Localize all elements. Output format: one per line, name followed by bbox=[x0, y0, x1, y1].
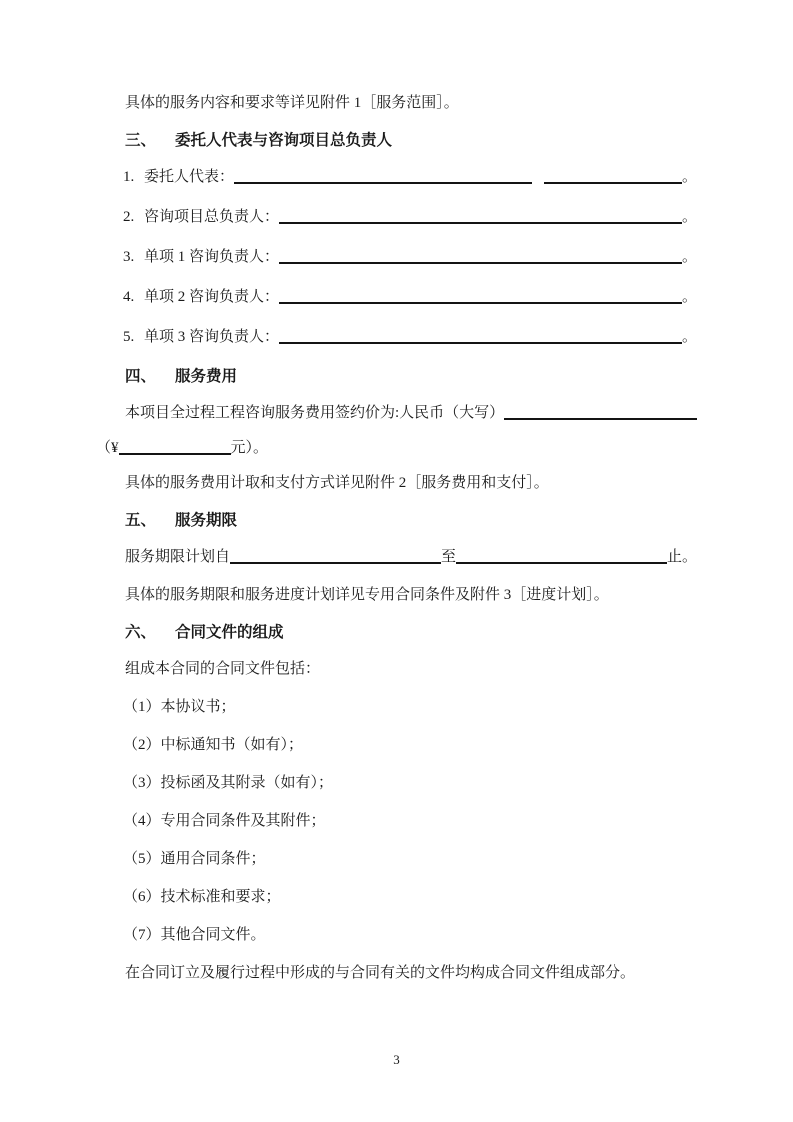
paragraph-fee-payment-ref: 具体的服务费用计取和支付方式详见附件 2［服务费用和支付］。 bbox=[125, 475, 549, 491]
item-label: 单项 2 咨询负责人： bbox=[144, 289, 280, 305]
list-item-sub1-consultant bbox=[96, 247, 697, 267]
contract-file-item-2: （2）中标通知书（如有）； bbox=[123, 737, 304, 753]
item-number: 2. bbox=[123, 209, 135, 225]
blank-field-sub3-consultant[interactable] bbox=[279, 342, 682, 344]
contract-file-item-1: （1）本协议书； bbox=[123, 699, 236, 715]
blank-field-client-representative-name[interactable] bbox=[234, 182, 532, 184]
item-period: 。 bbox=[681, 329, 697, 345]
price-figures-close: 元）。 bbox=[230, 440, 269, 456]
item-number: 5. bbox=[123, 329, 135, 345]
section-title: 服务费用 bbox=[175, 368, 238, 385]
item-period: 。 bbox=[681, 289, 697, 305]
blank-field-chief-consultant[interactable] bbox=[279, 222, 682, 224]
item-label: 单项 3 咨询负责人： bbox=[144, 329, 280, 345]
price-figures-open: （¥ bbox=[96, 440, 119, 456]
list-item-chief-consultant bbox=[96, 207, 697, 227]
blank-field-period-end-date[interactable] bbox=[456, 562, 667, 564]
item-number: 1. bbox=[123, 169, 135, 185]
list-item-sub2-consultant bbox=[96, 287, 697, 307]
contract-file-item-5: （5）通用合同条件； bbox=[123, 851, 266, 867]
item-period: 。 bbox=[681, 209, 697, 225]
blank-field-price-in-figures[interactable] bbox=[119, 453, 231, 455]
item-number: 4. bbox=[123, 289, 135, 305]
item-period: 。 bbox=[681, 249, 697, 265]
blank-field-sub2-consultant[interactable] bbox=[279, 302, 682, 304]
contract-file-item-3: （3）投标函及其附录（如有）； bbox=[123, 775, 334, 791]
paragraph-service-period bbox=[96, 547, 697, 567]
section-number: 三、 bbox=[125, 132, 157, 149]
period-prefix: 服务期限计划自 bbox=[125, 549, 231, 565]
section-title: 委托人代表与咨询项目总负责人 bbox=[175, 132, 393, 149]
item-label: 委托人代表： bbox=[144, 169, 235, 185]
page-number: 3 bbox=[393, 1052, 400, 1067]
contract-files-list bbox=[96, 697, 697, 945]
contract-file-item-4: （4）专用合同条件及其附件； bbox=[123, 813, 326, 829]
price-words-label: 本项目全过程工程咨询服务费用签约价为:人民币（大写） bbox=[125, 405, 505, 421]
contract-file-item-6: （6）技术标准和要求； bbox=[123, 889, 281, 905]
blank-field-period-start-date[interactable] bbox=[230, 562, 441, 564]
item-label: 单项 1 咨询负责人： bbox=[144, 249, 280, 265]
contract-file-item-7: （7）其他合同文件。 bbox=[123, 927, 266, 943]
period-suffix: 止。 bbox=[667, 549, 698, 565]
paragraph-contract-price-figures bbox=[96, 438, 697, 458]
section-heading-6 bbox=[96, 623, 697, 643]
paragraph-contract-price-words bbox=[96, 403, 697, 423]
section-title: 合同文件的组成 bbox=[175, 624, 284, 641]
list-item-sub3-consultant bbox=[96, 327, 697, 347]
blank-field-client-representative-extra[interactable] bbox=[544, 182, 682, 184]
blank-field-sub1-consultant[interactable] bbox=[279, 262, 682, 264]
section-title: 服务期限 bbox=[175, 512, 238, 529]
section-number: 六、 bbox=[125, 624, 157, 641]
section-heading-3 bbox=[96, 131, 697, 151]
paragraph-service-scope-ref: 具体的服务内容和要求等详见附件 1［服务范围］。 bbox=[125, 95, 459, 111]
paragraph-schedule-ref: 具体的服务期限和服务进度计划详见专用合同条件及附件 3［进度计划］。 bbox=[125, 587, 609, 603]
section-number: 五、 bbox=[125, 512, 157, 529]
item-label: 咨询项目总负责人： bbox=[144, 209, 280, 225]
period-mid: 至 bbox=[441, 549, 457, 565]
section-heading-4 bbox=[96, 367, 697, 387]
blank-field-price-in-words[interactable] bbox=[504, 418, 697, 420]
item-period: 。 bbox=[681, 169, 697, 185]
list-item-client-representative bbox=[96, 167, 697, 187]
paragraph-contract-files-closing: 在合同订立及履行过程中形成的与合同有关的文件均构成合同文件组成部分。 bbox=[125, 965, 636, 981]
paragraph-contract-files-intro: 组成本合同的合同文件包括： bbox=[125, 661, 321, 677]
section-number: 四、 bbox=[125, 368, 157, 385]
section-heading-5 bbox=[96, 511, 697, 531]
item-number: 3. bbox=[123, 249, 135, 265]
